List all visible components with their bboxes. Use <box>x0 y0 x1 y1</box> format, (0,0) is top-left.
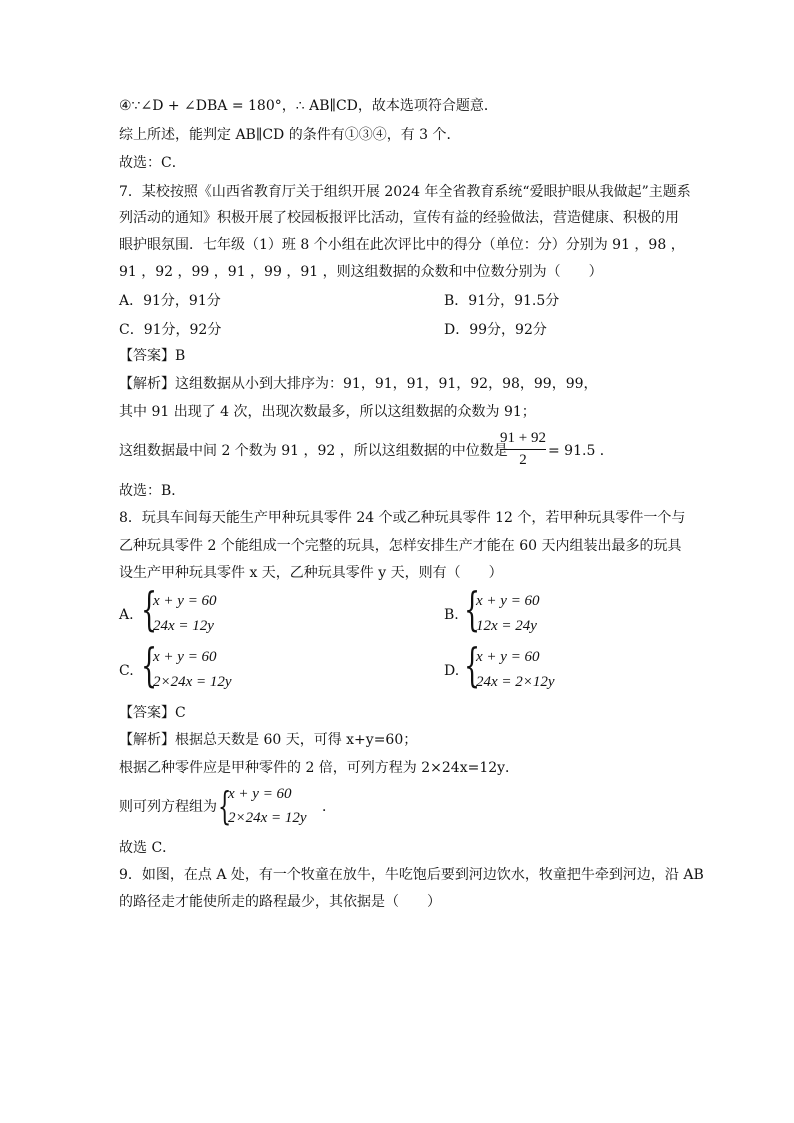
option-a-equation-system <box>141 582 261 638</box>
option-d: D．99分，92分 <box>444 322 547 338</box>
text-line: 故选：B． <box>119 483 186 499</box>
question-9-stem: 9．如图，在点 A 处，有一个牧童在放牛，牛吃饱后要到河边饮水，牧童把牛牵到河边，沿 AB <box>119 867 704 883</box>
question-8-stem: 乙种玩具零件 2 个能组成一个完整的玩具，怎样安排生产才能在 60 天内组装出最多的玩具 <box>119 538 682 554</box>
equation: 2×24x = 12y <box>228 810 307 826</box>
option-d-equation-system <box>464 638 594 694</box>
fraction-bar <box>500 449 546 450</box>
text-line: 故选 C． <box>119 840 177 856</box>
equation: x + y = 60 <box>476 649 540 665</box>
explanation-line: 根据乙种零件应是甲种零件的 2 倍，可列方程为 2×24x=12y． <box>119 760 520 776</box>
equation: 12x = 24y <box>476 618 537 634</box>
option-a: A．91分，91分 <box>119 293 221 309</box>
text-line: 综上所述，能判定 AB∥CD 的条件有①③④，有 3 个． <box>119 127 461 143</box>
explanation-line: 这组数据最中间 2 个数为 91 ，92 ，所以这组数据的中位数是 <box>119 443 508 459</box>
equation: x + y = 60 <box>153 649 217 665</box>
fraction-numerator: 91 + 92 <box>500 430 546 446</box>
question-8-stem: 设生产甲种玩具零件 x 天，乙种玩具零件 y 天，则有（ ） <box>119 565 503 581</box>
explanation-line: 则可列方程组为 <box>119 799 217 815</box>
brace-icon: { <box>141 638 158 692</box>
text-line: 故选：C． <box>119 155 186 171</box>
option-b-equation-system <box>464 582 584 638</box>
brace-icon: { <box>464 638 481 692</box>
fraction-denominator: 2 <box>519 452 527 468</box>
explanation-line: 【解析】这组数据从小到大排序为：91，91，91，91，92，98，99，99， <box>119 376 598 392</box>
equation: 24x = 12y <box>153 618 214 634</box>
option-b-label: B. <box>444 607 459 623</box>
option-b: B．91分，91.5分 <box>444 293 560 309</box>
question-7-stem: 列活动的通知》积极开展了校园板报评比活动，宣传有益的经验做法，营造健康、积极的用 <box>119 210 679 226</box>
equation: x + y = 60 <box>476 593 540 609</box>
solution-equation-system <box>218 785 328 831</box>
explanation-line: 其中 91 出现了 4 次，出现次数最多，所以这组数据的众数为 91； <box>119 404 536 420</box>
option-a-label: A. <box>119 607 134 623</box>
question-9-stem: 的路径走才能使所走的路程最少，其依据是（ ） <box>119 894 441 910</box>
equation: 24x = 2×12y <box>476 674 555 690</box>
equation: x + y = 60 <box>228 786 292 802</box>
question-7-stem: 91 ，92 ，99 ，91 ，99 ，91 ，则这组数据的众数和中位数分别为（ ） <box>119 264 603 280</box>
answer-label: 【答案】C <box>119 705 186 721</box>
question-8-stem: 8．玩具车间每天能生产甲种玩具零件 24 个或乙种玩具零件 12 个，若甲种玩具零件一个与 <box>119 510 686 526</box>
brace-icon: { <box>464 582 481 636</box>
brace-icon: { <box>141 582 158 636</box>
fraction <box>500 430 546 469</box>
option-c: C．91分，92分 <box>119 322 222 338</box>
equation: 2×24x = 12y <box>153 674 232 690</box>
question-7-stem: 7．某校按照《山西省教育厅关于组织开展 2024 年全省教育系统“爱眼护眼从我做起”主题系 <box>119 184 691 200</box>
answer-label: 【答案】B <box>119 348 186 364</box>
brace-icon: { <box>218 784 232 828</box>
option-c-equation-system <box>141 638 271 694</box>
equation: x + y = 60 <box>153 593 217 609</box>
fraction-result: = 91.5 ． <box>548 443 614 459</box>
text-line: ④∵∠D + ∠DBA = 180°，∴ AB∥CD，故本选项符合题意． <box>119 98 498 114</box>
explanation-line: 【解析】根据总天数是 60 天，可得 x+y=60； <box>119 732 418 748</box>
question-7-stem: 眼护眼氛围．七年级（1）班 8 个小组在此次评比中的得分（单位：分）分别为 91 ，98 ， <box>119 237 685 253</box>
option-c-label: C. <box>119 663 134 679</box>
punctuation: ． <box>322 799 336 815</box>
option-d-label: D. <box>444 663 460 679</box>
